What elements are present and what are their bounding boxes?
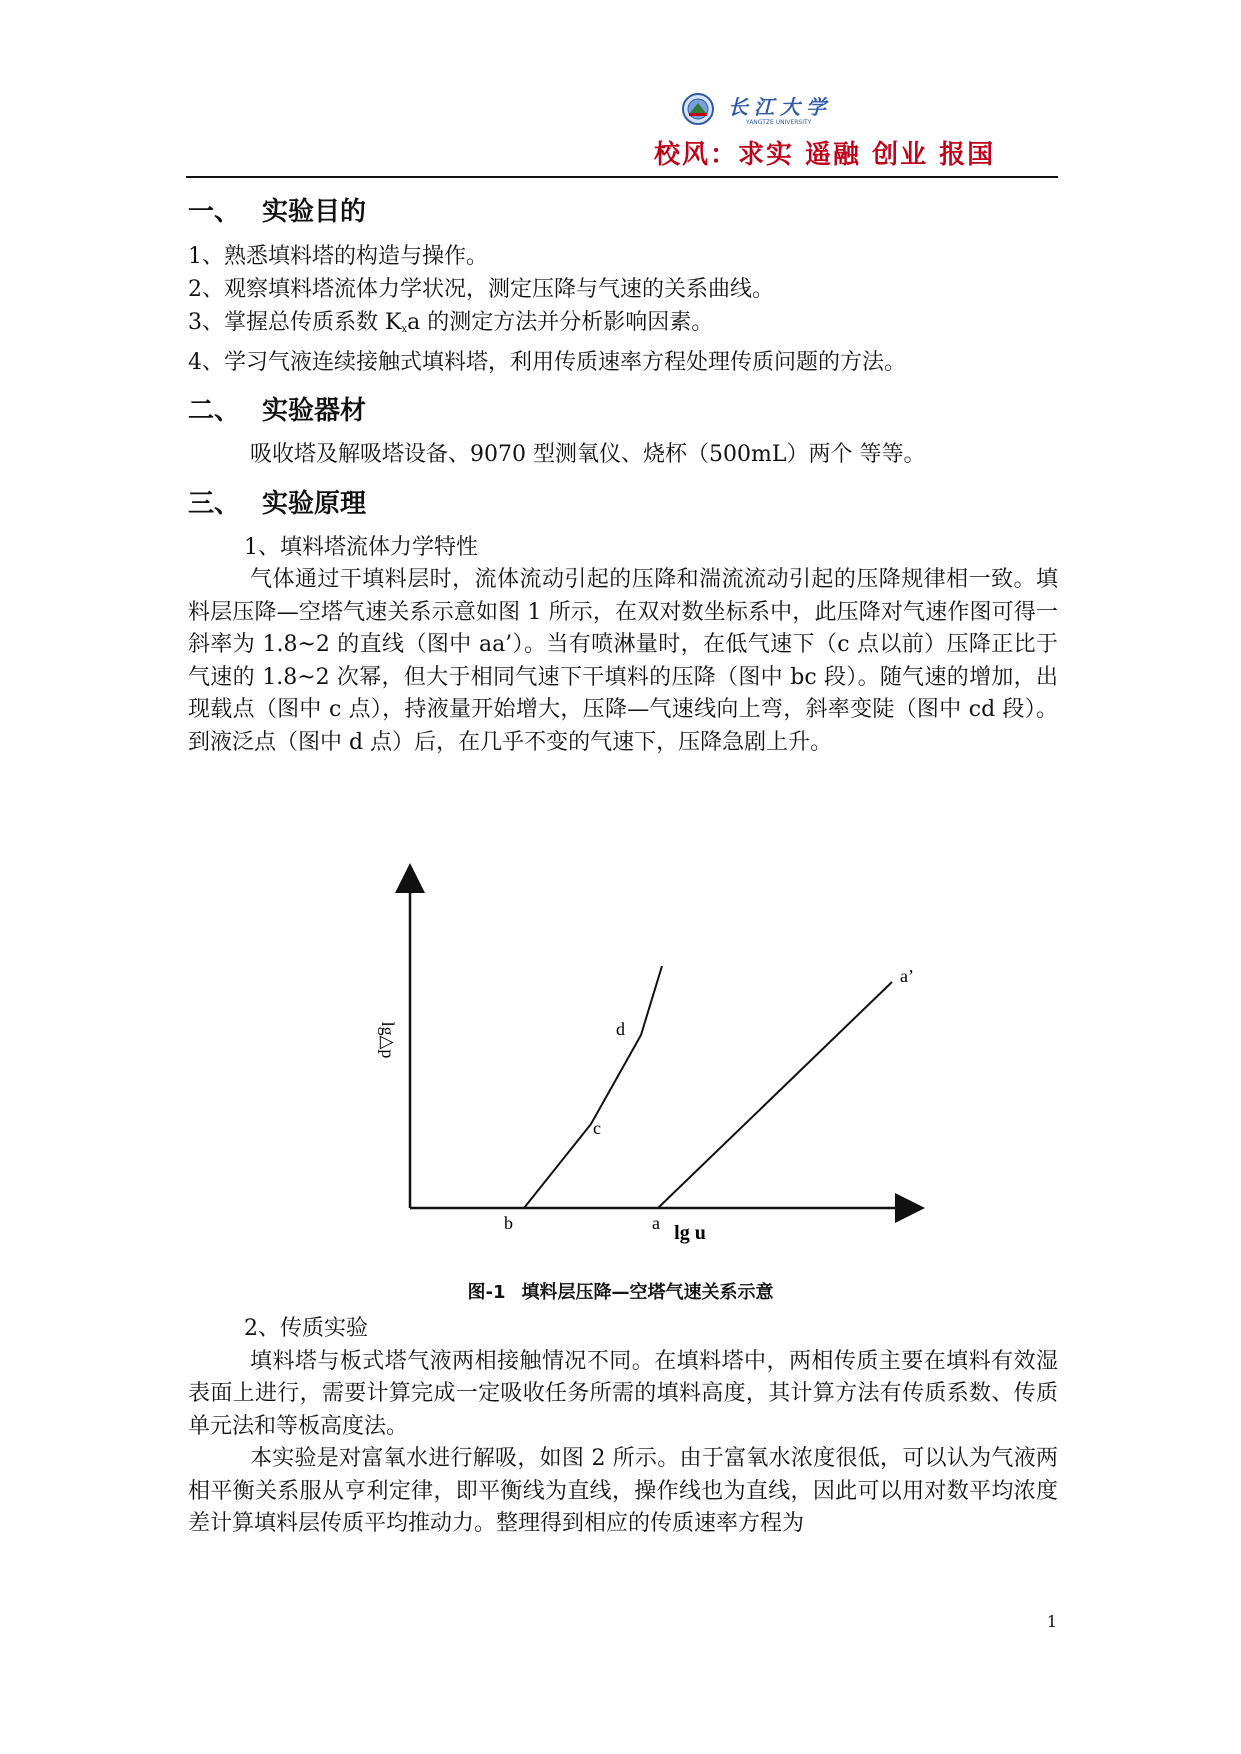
- figure-1-diagram: [340, 848, 940, 1268]
- objective-item-3: 3、掌握总传质系数 $K_xa$ 的测定方法并分析影响因素。: [188, 310, 714, 335]
- xlabel: lg u: [674, 1222, 706, 1244]
- section-title: 实验原理: [262, 488, 367, 519]
- university-logo: [676, 92, 916, 126]
- page-number: 1: [1046, 1612, 1057, 1631]
- wet-packing-curve: [524, 966, 662, 1208]
- equipment-paragraph: 吸收塔及解吸塔设备、9070 型测氧仪、烧杯（500mL）两个 等等。: [250, 442, 926, 467]
- section-title: 实验器材: [262, 396, 367, 426]
- header-divider: [186, 176, 1058, 178]
- figure-caption-text: 填料层压降—空塔气速关系示意: [521, 1282, 774, 1303]
- logo-text: 长江大学: [728, 95, 832, 119]
- objective-item-2: 2、观察填料塔流体力学状况，测定压降与气速的关系曲线。: [188, 277, 774, 302]
- section-heading-2: [188, 389, 1058, 433]
- objective-item-1: 1、熟悉填料塔的构造与操作。: [188, 244, 488, 269]
- section-heading-1: [188, 190, 1058, 234]
- section-number: 三、: [188, 488, 241, 519]
- ylabel: lg△p: [378, 1021, 398, 1059]
- point-label-b: b: [504, 1213, 513, 1233]
- main-content-continued: [188, 1313, 1058, 1541]
- figure-number: 图-1: [467, 1282, 506, 1303]
- objective-item-4: 4、学习气液连续接触式填料塔，利用传质速率方程处理传质问题的方法。: [188, 350, 906, 375]
- section-heading-3: [188, 482, 1058, 526]
- point-label-a: a: [652, 1213, 660, 1233]
- main-content: [188, 190, 1058, 759]
- hydrodynamics-paragraph: 气体通过干填料层时，流体流动引起的压降和湍流流动引起的压降规律相一致。填料层压降—空塔气速关系示意如图 1 所示，在双对数坐标系中，此压降对气速作图可得一斜率为 1.8~2 的直线（图中 aa’）。当有喷淋量时，在低气速下（c 点以前）压降正比于气速的 1.8~2 次幂，但大于相同气速下干填料的压降（图中 bc 段）。随气速的增加，出现载点（图中 c 点），持液量开始增大，压降—气速线向上弯，斜率变陡（图中 cd 段）。到液泛点（图中 d 点）后，在几乎不变的气速下，压降急剧上升。: [188, 567, 1058, 755]
- mass-transfer-paragraph-2: 本实验是对富氧水进行解吸，如图 2 所示。由于富氧水浓度很低，可以认为气液两相平衡关系服从亨利定律，即平衡线为直线，操作线也为直线，因此可以用对数平均浓度差计算填料层传质平均推动力。整理得到相应的传质速率方程为: [188, 1446, 1058, 1536]
- yangtze-university-seal-icon: [683, 94, 713, 124]
- university-motto: 校风：求实 遥融 创业 报国: [654, 140, 996, 170]
- point-label-d: d: [616, 1019, 625, 1039]
- dry-packing-line: [658, 982, 892, 1208]
- page-header: [186, 86, 1058, 178]
- section-number: 二、: [188, 396, 241, 426]
- point-label-a-prime: a’: [900, 966, 914, 986]
- subheading-mass-transfer: 2、传质实验: [244, 1316, 368, 1341]
- subheading-hydrodynamics: 1、填料塔流体力学特性: [244, 534, 478, 560]
- section-number: 一、: [188, 197, 241, 227]
- mass-transfer-paragraph-1: 填料塔与板式塔气液两相接触情况不同。在填料塔中，两相传质主要在填料有效湿表面上进行，需要计算完成一定吸收任务所需的填料高度，其计算方法有传质系数、传质单元法和等板高度法。: [188, 1348, 1058, 1439]
- section-title: 实验目的: [262, 197, 367, 227]
- logo-subtext: YANGTZE UNIVERSITY: [746, 119, 812, 126]
- figure-1-caption: [0, 1278, 1241, 1304]
- point-label-c: c: [593, 1118, 601, 1138]
